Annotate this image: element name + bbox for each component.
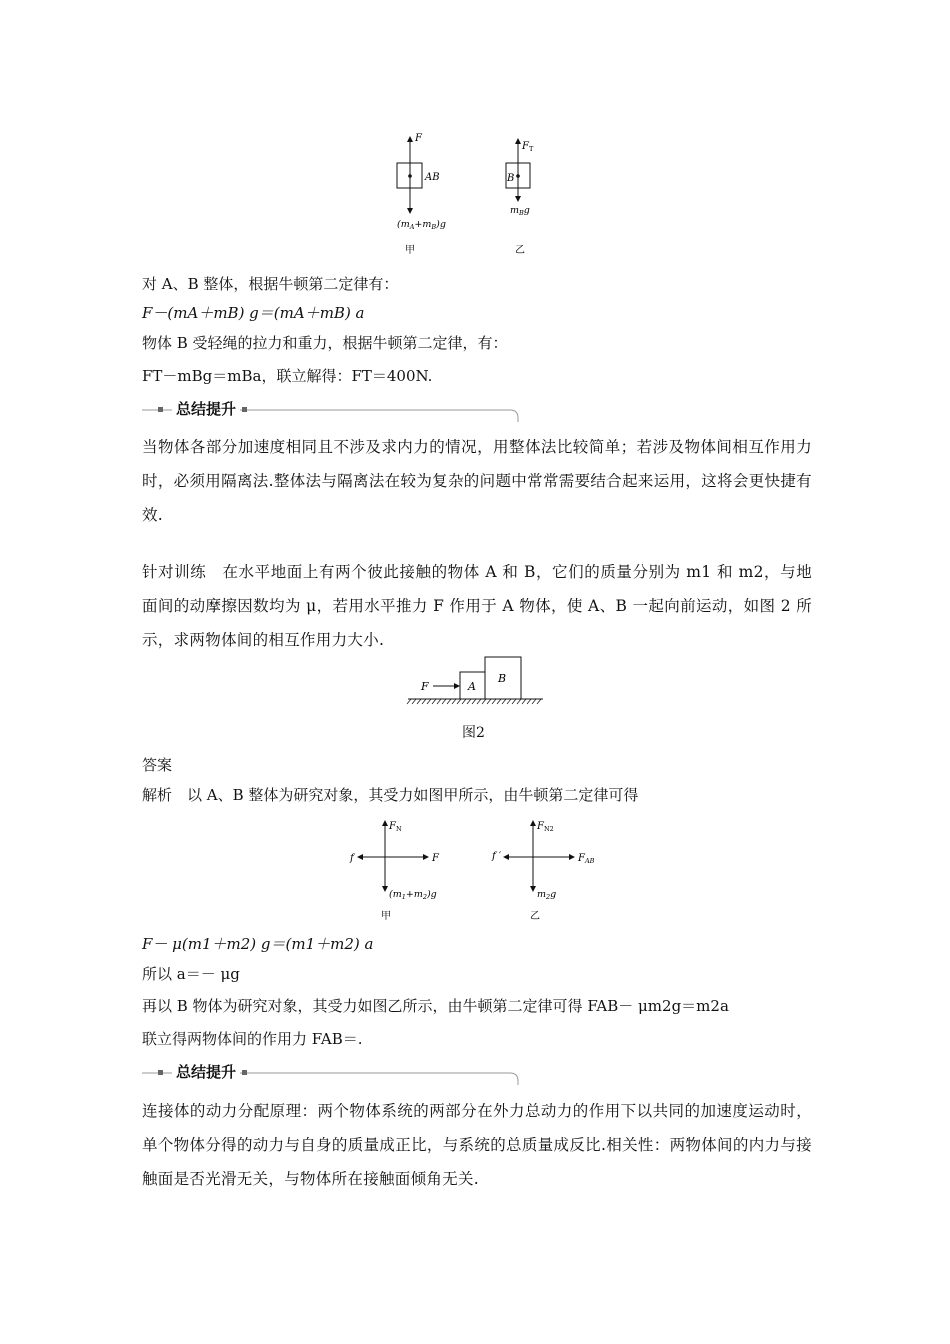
caption2-jia: 甲 [381,911,391,922]
solution1-eq1: F－(mA＋mB) g＝(mA＋mB) a [142,304,365,322]
force-diagram-1 [380,125,570,255]
solution2-eq3: 再以 B 物体为研究对象，其受力如图乙所示，由牛顿第二定律可得 FAB－ μm2g＝m2a [142,997,729,1015]
force-diagram-2 [340,815,610,927]
solution1-line1: 对 A、B 整体，根据牛顿第二定律有： [142,275,399,293]
gravity-label: $(m_1+m_2)g$ [389,889,437,901]
force-ab-label: $F_{AB}$ [578,853,595,865]
summary2-header [142,1063,520,1085]
friction-b-label: f ′ [492,851,502,862]
summary2-heading: 总结提升 [172,1061,240,1082]
solution1-line2: 物体 B 受轻绳的拉力和重力，根据牛顿第二定律，有： [142,334,508,352]
tension-label: $F_T$ [522,141,534,153]
figure-2 [405,652,545,712]
figure2-caption: 图2 [462,725,485,741]
figure2-label-b: B [498,672,507,685]
summary2-text: 连接体的动力分配原理：两个物体系统的两部分在外力总动力的作用下以共同的加速度运动时，单个物体分得的动力与自身的质量成正比，与系统的总质量成反比.相关性：两物体间的内力与接触面是否光滑无关，与物体所在接触面倾角无关. [142,1102,812,1188]
solution2-eq2: 所以 a＝－ μg [142,965,240,983]
box-label-b: B [507,173,515,184]
diagram2-jia [349,821,440,922]
normal-force-label: $F_N$ [389,821,402,833]
solution2-eq4: 联立得两物体间的作用力 FAB＝. [142,1030,363,1048]
solution2-eq1: F－ μ(m1＋m2) g＝(m1＋m2) a [142,935,374,953]
figure2-label-a: A [468,680,476,693]
normal-force-n2-label: $F_{N2}$ [537,821,554,833]
summary1-text: 当物体各部分加速度相同且不涉及求内力的情况，用整体法比较简单；若涉及物体间相互作用力时，必须用隔离法.整体法与隔离法在较为复杂的问题中常常需要结合起来运用，这将会更快捷有效. [142,438,812,524]
exercise-text: 针对训练 在水平地面上有两个彼此接触的物体 A 和 B，它们的质量分别为 m1 和 m2，与地面间的动摩擦因数均为 μ，若用水平推力 F 作用于 A 物体，使 A、B 一起向前运动，如图 2 所示，求两物体间的相互作用力大小. [142,563,812,649]
caption-jia: 甲 [405,245,415,255]
figure2-force-label: F [421,680,429,693]
solution1-eq2: FT－mBg＝mBa，联立解得：FT＝400N. [142,367,433,385]
answer-label: 答案 [142,756,173,774]
caption2-yi: 乙 [530,911,540,922]
weight-label: $(m_A+m_B)g$ [397,219,446,231]
gravity-b-label: $m_2g$ [537,889,557,901]
push-force-label: F [432,853,439,864]
friction-label: f [350,853,354,864]
summary1-header [142,400,520,422]
ground-hatching [407,699,541,704]
analysis-text: 解析 以 A、B 整体为研究对象，其受力如图甲所示，由牛顿第二定律可得 [142,786,639,804]
box-label-ab: AB [425,172,440,183]
force-label-f: F [415,133,422,144]
diagram-jia [397,133,446,255]
summary1-heading: 总结提升 [172,398,240,419]
diagram2-yi [491,821,595,922]
diagram-yi [506,139,534,255]
caption-yi: 乙 [515,245,525,255]
weight-label-b: $m_Bg$ [510,205,530,217]
